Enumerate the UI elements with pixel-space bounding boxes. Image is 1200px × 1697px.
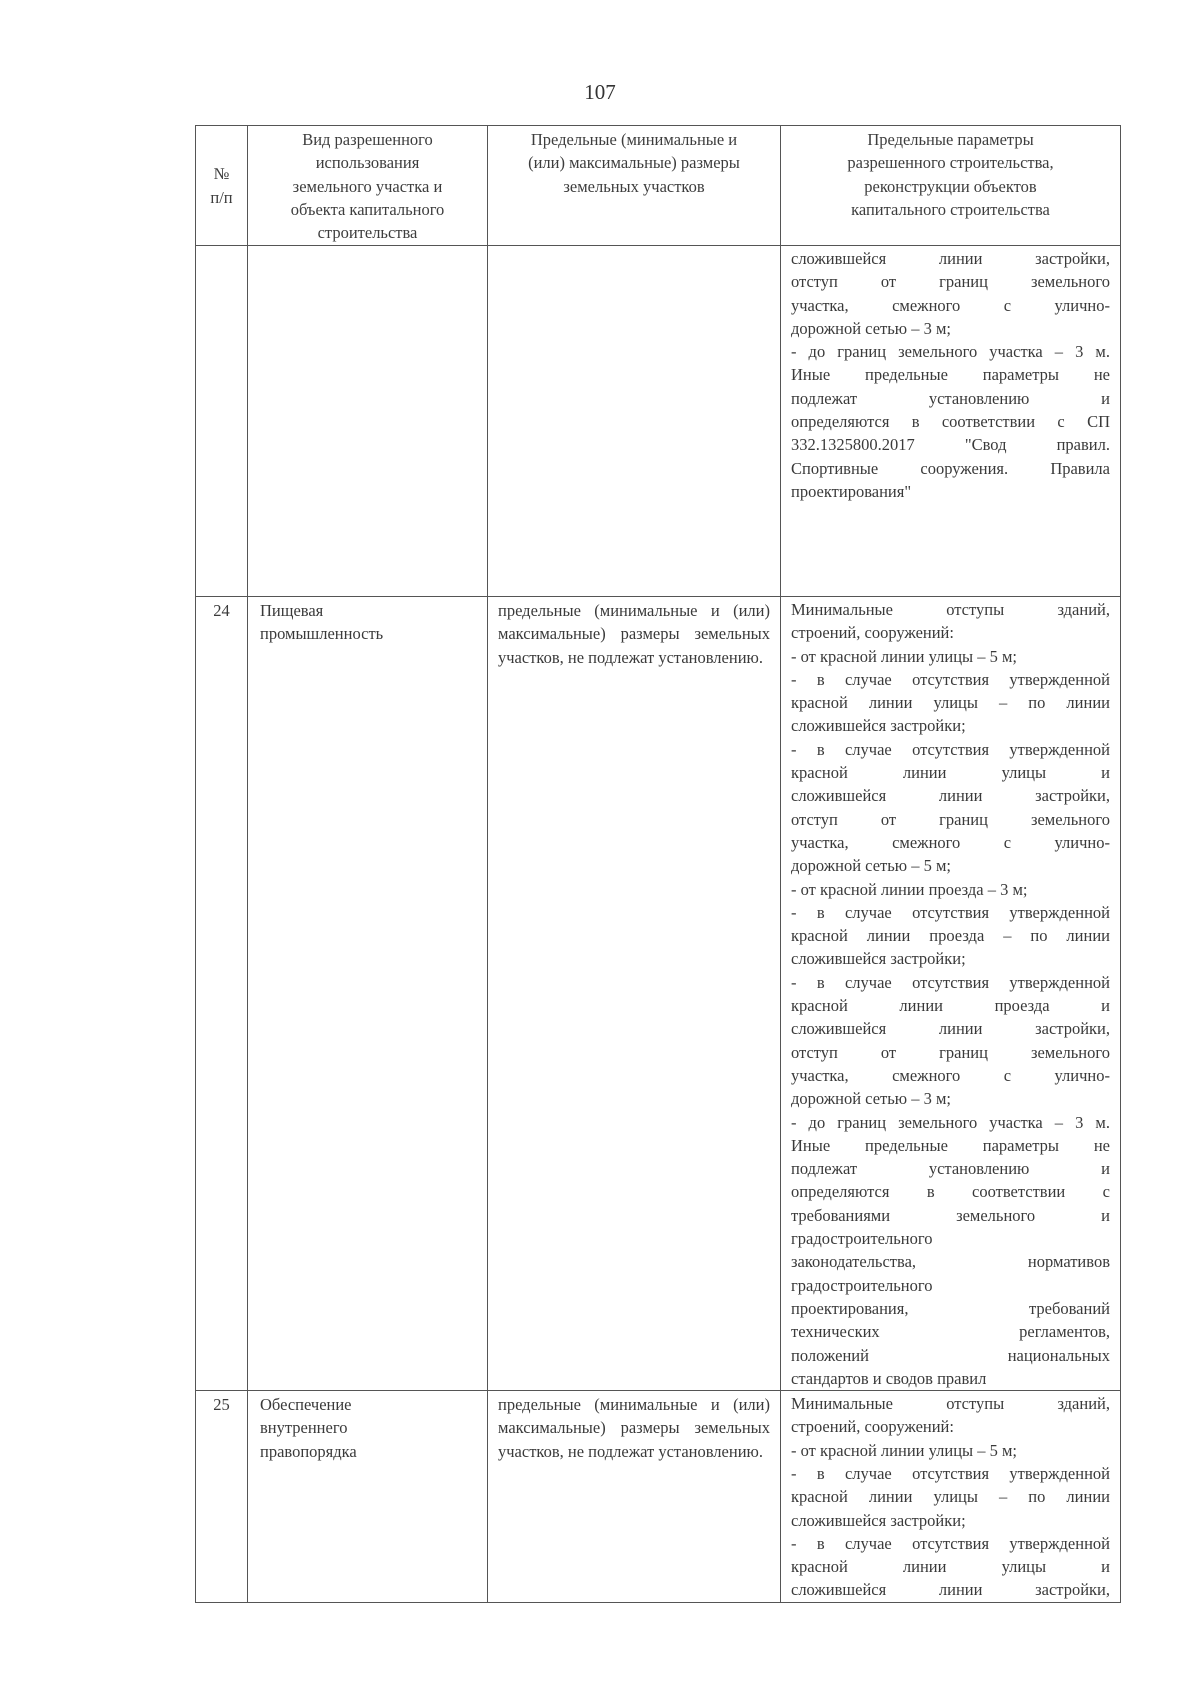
permitted-use-line: промышленность (260, 624, 384, 644)
parameter-line: сложившейся застройки; (791, 1510, 966, 1530)
parameter-line: градостроительного (791, 1229, 933, 1249)
parameter-line: сложившейся застройки; (791, 716, 966, 736)
parameter-line: - в случае отсутствия утвержденной (791, 1533, 1110, 1553)
plot-sizes-cell: предельные (минимальные и (или) максимальные) размеры земельных участков, не подлежат установлению. (488, 1391, 781, 1603)
parameter-line: отступ от границ земельного (791, 809, 1110, 829)
page-number: 107 (584, 80, 616, 104)
parameter-line: проектирования, требований (791, 1298, 1110, 1318)
parameter-line: строений, сооружений: (791, 1417, 954, 1437)
parameter-line: определяются в соответствии с (791, 1182, 1110, 1202)
parameter-line: - от красной линии улицы – 5 м; (791, 646, 1018, 666)
row-number-cell: 25 (196, 1391, 248, 1603)
table-header-row (196, 126, 1121, 246)
parameter-line: красной линии проезда – по линии (791, 926, 1110, 946)
parameter-line: технических регламентов, (791, 1322, 1110, 1342)
parameter-line: определяются в соответствии с СП (791, 412, 1110, 432)
plot-sizes-cell: предельные (минимальные и (или) максимальные) размеры земельных участков, не подлежат установлению. (488, 597, 781, 1391)
parameter-line: сложившейся линии застройки, (791, 1019, 1110, 1039)
header-number (196, 126, 248, 246)
header-line: (или) максимальные) размеры (528, 153, 740, 173)
parameter-line: участка, смежного с улично- (791, 832, 1110, 852)
header-line: Предельные (минимальные и (530, 130, 738, 149)
parameter-line: отступ от границ земельного (791, 1042, 1110, 1062)
parameter-line: законодательства, нормативов (791, 1252, 1110, 1272)
header-plot-sizes (488, 126, 781, 246)
header-number-line: п/п (210, 187, 233, 207)
permitted-use-cell (248, 246, 488, 597)
parameter-line: сложившейся застройки; (791, 949, 966, 969)
construction-params-cell (781, 1391, 1121, 1603)
table-row-24 (196, 597, 1121, 1391)
header-permitted-use (248, 126, 488, 246)
parameter-line: - в случае отсутствия утвержденной (791, 1463, 1110, 1483)
parameter-line: Иные предельные параметры не (791, 1135, 1110, 1155)
parameter-line: сложившейся линии застройки, (791, 1580, 1110, 1600)
parameter-line: требованиями земельного и (791, 1205, 1110, 1225)
permitted-use-line: правопорядка (260, 1441, 357, 1461)
parameter-line: Минимальные отступы зданий, (791, 1394, 1110, 1414)
parameter-line: сложившейся линии застройки, (791, 249, 1110, 268)
header-line: капитального строительства (851, 199, 1050, 219)
permitted-use-line: Обеспечение (260, 1395, 352, 1415)
header-line: Предельные параметры (867, 130, 1034, 149)
header-line: использования (315, 153, 420, 173)
permitted-use-line: внутреннего (260, 1418, 348, 1438)
header-number-line: № (213, 164, 230, 184)
parameter-line: дорожной сетью – 3 м; (791, 1089, 951, 1109)
parameter-line: Спортивные сооружения. Правила (791, 458, 1110, 478)
parameter-line: - в случае отсутствия утвержденной (791, 669, 1110, 689)
parameter-line: красной линии улицы – по линии (791, 1487, 1110, 1507)
header-line: разрешенного строительства, (847, 153, 1054, 173)
parameter-line: проектирования" (791, 481, 912, 501)
permitted-use-cell (248, 597, 488, 1391)
header-line: земельных участков (563, 176, 705, 196)
construction-params-cell (781, 597, 1121, 1391)
header-line: реконструкции объектов (864, 176, 1037, 196)
parameter-line: Минимальные отступы зданий, (791, 600, 1110, 619)
parameter-line: красной линии улицы и (791, 763, 1110, 783)
header-line: строительства (317, 223, 418, 243)
table-row-continuation (196, 246, 1121, 597)
row-number-cell (196, 246, 248, 597)
permitted-use-cell (248, 1391, 488, 1603)
parameter-line: - от красной линии улицы – 5 м; (791, 1440, 1018, 1460)
parameter-line: - в случае отсутствия утвержденной (791, 902, 1110, 922)
parameter-line: дорожной сетью – 5 м; (791, 856, 951, 876)
parameter-line: сложившейся линии застройки, (791, 786, 1110, 806)
header-line: Вид разрешенного (302, 130, 433, 149)
parameter-line: подлежат установлению и (791, 388, 1110, 408)
parameter-line: стандартов и сводов правил (791, 1368, 987, 1388)
parameter-line: участка, смежного с улично- (791, 295, 1110, 315)
header-line: земельного участка и (292, 176, 443, 196)
parameter-line: положений национальных (791, 1345, 1110, 1365)
construction-params-cell (781, 246, 1121, 597)
permitted-use-line: Пищевая (260, 601, 324, 620)
header-line: объекта капитального (290, 199, 445, 219)
parameter-line: подлежат установлению и (791, 1159, 1110, 1179)
parameter-line: красной линии улицы – по линии (791, 693, 1110, 713)
parameter-line: красной линии улицы и (791, 1557, 1110, 1577)
parameter-line: - в случае отсутствия утвержденной (791, 739, 1110, 759)
parameter-line: Иные предельные параметры не (791, 365, 1110, 385)
parameter-line: - до границ земельного участка – 3 м. (791, 342, 1110, 362)
plot-sizes-cell (488, 246, 781, 597)
parameter-line: - в случае отсутствия утвержденной (791, 972, 1110, 992)
zoning-parameters-table (195, 125, 1121, 1603)
row-number-cell: 24 (196, 597, 248, 1391)
parameter-line: участка, смежного с улично- (791, 1065, 1110, 1085)
parameter-line: красной линии проезда и (791, 996, 1110, 1016)
parameter-line: градостроительного (791, 1275, 933, 1295)
table-row-25 (196, 1391, 1121, 1603)
parameter-line: строений, сооружений: (791, 623, 954, 643)
parameter-line: отступ от границ земельного (791, 272, 1110, 292)
parameter-line: - до границ земельного участка – 3 м. (791, 1112, 1110, 1132)
parameter-line: дорожной сетью – 3 м; (791, 318, 951, 338)
header-construction-params (781, 126, 1121, 246)
parameter-line: - от красной линии проезда – 3 м; (791, 879, 1028, 899)
parameter-line: 332.1325800.2017 "Свод правил. (791, 435, 1110, 455)
